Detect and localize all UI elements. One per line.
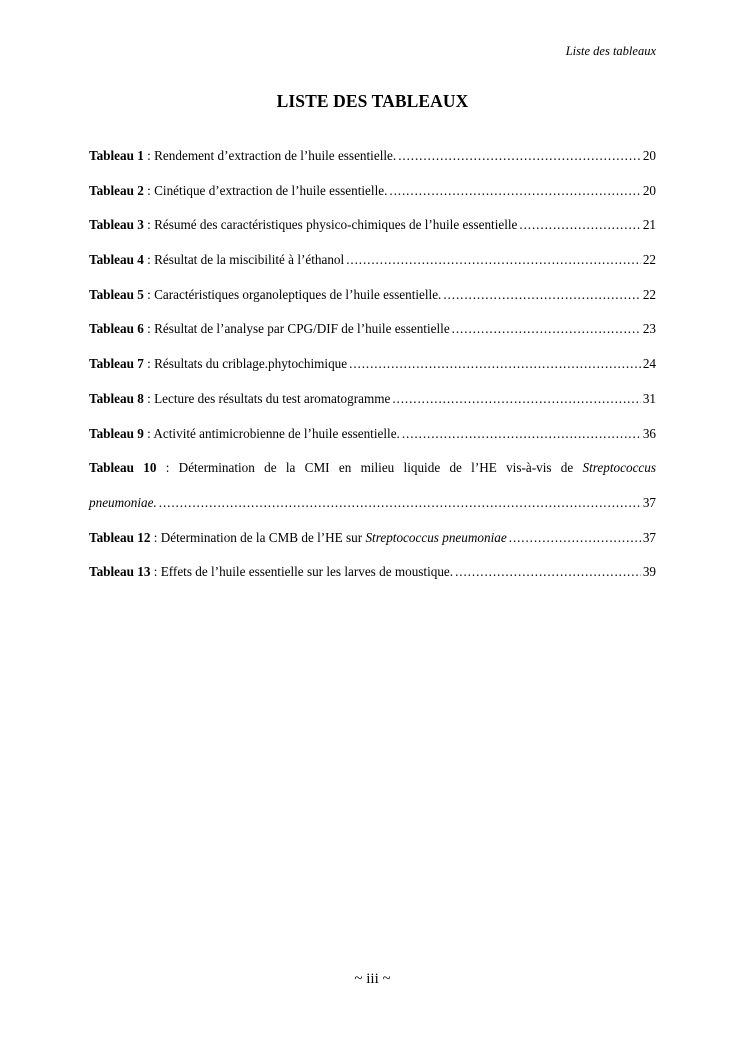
entry-separator: : — [143, 356, 155, 372]
toc-entry-4[interactable] — [89, 252, 656, 287]
entry-page-number: 21 — [642, 217, 656, 233]
entry-page-number: 23 — [642, 321, 656, 337]
dot-leader — [519, 217, 640, 233]
entry-label: Tableau 7 — [89, 356, 144, 372]
entry-separator: : — [143, 148, 155, 163]
toc-entry-10-line2[interactable] — [89, 495, 656, 530]
entry-page-number: 22 — [642, 252, 656, 268]
entry-text: Lecture des résultats du test aromatogramme — [154, 390, 391, 406]
entry-text: Effets de l’huile essentielle sur les larves de moustique. — [160, 564, 454, 580]
entry-text: Résultats du criblage.phytochimique — [154, 356, 348, 372]
entry-species-name-cont: pneumoniae. — [89, 494, 157, 510]
dot-leader — [346, 252, 641, 268]
entry-separator: : — [143, 182, 155, 198]
entry-page-number: 31 — [642, 390, 656, 406]
entry-separator: : — [143, 217, 155, 233]
entry-label: Tableau 8 — [89, 390, 144, 406]
entry-text: Caractéristiques organoleptiques de l’huile essentielle. — [154, 286, 442, 302]
entry-page-number: 36 — [642, 425, 656, 441]
dot-leader — [455, 564, 641, 580]
entry-separator: : — [156, 460, 179, 476]
page-title: LISTE DES TABLEAUX — [276, 91, 469, 111]
toc-entry-13[interactable] — [89, 564, 656, 599]
entry-page-number: 20 — [642, 182, 656, 198]
entry-label: Tableau 12 — [89, 529, 151, 545]
entry-page-number: 22 — [642, 286, 656, 302]
dot-leader — [159, 495, 641, 511]
toc-entry-8[interactable] — [89, 391, 656, 426]
entry-separator: : — [143, 425, 154, 441]
entry-text: Rendement d’extraction de l’huile essentielle. — [154, 148, 397, 163]
entry-text: Détermination de la CMB de l’HE sur — [160, 529, 366, 545]
dot-leader — [443, 287, 640, 303]
entry-text: Résultat de la miscibilité à l’éthanol — [154, 252, 345, 268]
entry-text: Cinétique d’extraction de l’huile essentielle. — [154, 182, 388, 198]
dot-leader — [402, 426, 641, 442]
dot-leader — [509, 530, 641, 546]
entry-label: Tableau 6 — [89, 321, 144, 337]
entry-separator: : — [150, 564, 161, 580]
entry-page-number: 24 — [642, 356, 656, 372]
entry-species-name: Streptococcus pneumoniae — [365, 529, 507, 545]
table-list — [89, 148, 656, 599]
toc-entry-6[interactable] — [89, 321, 656, 356]
toc-entry-2[interactable] — [89, 183, 656, 218]
entry-label: Tableau 3 — [89, 217, 144, 233]
entry-text: Activité antimicrobienne de l’huile essentielle. — [153, 425, 400, 441]
entry-species-name: Streptococcus — [582, 460, 656, 476]
entry-separator: : — [143, 252, 155, 268]
entry-label: Tableau 4 — [89, 252, 144, 268]
entry-label: Tableau 1 — [89, 148, 144, 163]
page-number-footer: ~ iii ~ — [354, 971, 391, 987]
toc-entry-5[interactable] — [89, 287, 656, 322]
entry-text: Détermination de la CMI en milieu liquide de l’HE vis-à-vis de — [178, 460, 583, 476]
entry-separator: : — [143, 321, 155, 337]
entry-label: Tableau 9 — [89, 425, 144, 441]
toc-entry-1[interactable] — [89, 148, 656, 183]
toc-entry-3[interactable] — [89, 217, 656, 252]
entry-text: Résumé des caractéristiques physico-chimiques de l’huile essentielle — [154, 217, 518, 233]
entry-text: Résultat de l’analyse par CPG/DIF de l’huile essentielle — [154, 321, 450, 337]
entry-separator: : — [150, 529, 161, 545]
entry-label: Tableau 10 — [89, 460, 157, 476]
entry-separator: : — [143, 390, 155, 406]
entry-label: Tableau 2 — [89, 182, 144, 198]
dot-leader — [349, 356, 641, 372]
entry-label: Tableau 5 — [89, 286, 144, 302]
entry-page-number: 37 — [642, 529, 656, 545]
toc-entry-9[interactable] — [89, 426, 656, 461]
toc-entry-12[interactable] — [89, 530, 656, 565]
entry-page-number: 20 — [642, 148, 656, 163]
dot-leader — [452, 321, 641, 337]
entry-label: Tableau 13 — [89, 564, 151, 580]
entry-page-number: 37 — [642, 494, 656, 510]
running-header: Liste des tableaux — [565, 44, 656, 58]
dot-leader — [389, 183, 640, 199]
entry-separator: : — [143, 286, 155, 302]
entry-page-number: 39 — [642, 564, 656, 580]
toc-entry-7[interactable] — [89, 356, 656, 391]
dot-leader — [398, 148, 641, 164]
dot-leader — [392, 391, 640, 407]
toc-entry-10-line1[interactable] — [89, 460, 656, 495]
